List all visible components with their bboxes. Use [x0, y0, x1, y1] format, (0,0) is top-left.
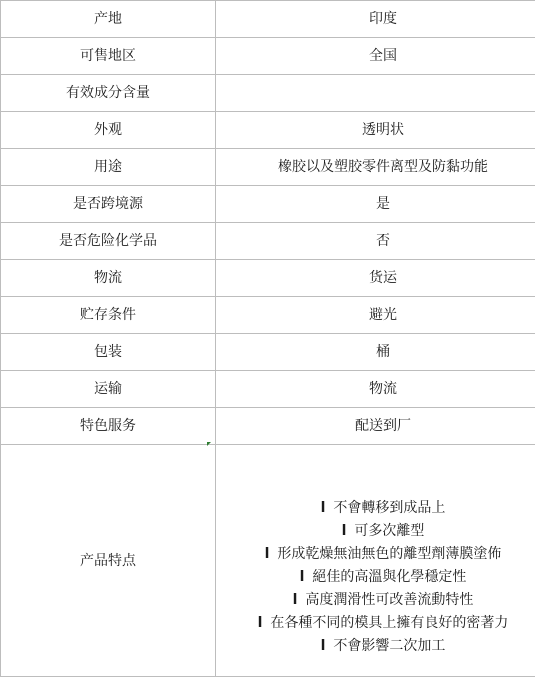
row-label-active-content: 有效成分含量: [1, 75, 216, 112]
row-value-appearance: 透明状: [216, 112, 535, 149]
row-label-logistics: 物流: [1, 260, 216, 297]
feature-text: 不會轉移到成品上: [333, 500, 446, 516]
row-label-sales-region: 可售地区: [1, 38, 216, 75]
row-value-active-content: [216, 75, 535, 112]
table-row-features: [1, 445, 535, 677]
row-value-origin: 印度: [216, 1, 535, 38]
row-value-usage: 橡胶以及塑胶零件离型及防黏功能: [216, 149, 535, 186]
feature-item: [220, 497, 535, 520]
bullet-icon: l: [299, 569, 305, 585]
table-row: [1, 297, 535, 334]
table-row: [1, 186, 535, 223]
row-value-transport: 物流: [216, 371, 535, 408]
feature-list: [220, 497, 535, 658]
row-value-storage: 避光: [216, 297, 535, 334]
cell-comment-marker-icon: [207, 442, 211, 446]
feature-item: [220, 612, 535, 635]
row-value-features: [216, 445, 535, 677]
row-value-logistics: 货运: [216, 260, 535, 297]
table-row: [1, 408, 535, 445]
feature-item: [220, 543, 535, 566]
bullet-icon: l: [320, 500, 326, 516]
row-value-packaging: 桶: [216, 334, 535, 371]
table-row: [1, 149, 535, 186]
feature-text: 形成乾燥無油無色的離型劑薄膜塗佈: [277, 546, 502, 562]
bullet-icon: l: [257, 615, 263, 631]
table-row: [1, 1, 535, 38]
bullet-icon: l: [341, 523, 347, 539]
row-label-cross-border: 是否跨境源: [1, 186, 216, 223]
row-label-storage: 贮存条件: [1, 297, 216, 334]
row-label-packaging: 包装: [1, 334, 216, 371]
feature-text: 高度潤滑性可改善流動特性: [305, 592, 474, 608]
row-label-appearance: 外观: [1, 112, 216, 149]
row-label-origin: 产地: [1, 1, 216, 38]
feature-text: 絕佳的高溫與化學穩定性: [312, 569, 467, 585]
feature-item: [220, 635, 535, 658]
feature-text: 不會影響二次加工: [333, 638, 446, 654]
table-row: [1, 75, 535, 112]
feature-text: 可多次離型: [354, 523, 425, 539]
feature-item: [220, 520, 535, 543]
feature-item: [220, 589, 535, 612]
row-label-usage: 用途: [1, 149, 216, 186]
bullet-icon: l: [264, 546, 270, 562]
table-row: [1, 223, 535, 260]
table-row: [1, 38, 535, 75]
row-value-sales-region: 全国: [216, 38, 535, 75]
table-row: [1, 112, 535, 149]
row-value-special-service: 配送到厂: [216, 408, 535, 445]
row-label-special-service: 特色服务: [1, 408, 216, 445]
row-value-hazardous: 否: [216, 223, 535, 260]
bullet-icon: l: [292, 592, 298, 608]
feature-item: [220, 566, 535, 589]
table-row: [1, 371, 535, 408]
table-row: [1, 334, 535, 371]
bullet-icon: l: [320, 638, 326, 654]
row-label-transport: 运输: [1, 371, 216, 408]
table-row: [1, 260, 535, 297]
feature-text: 在各種不同的模具上擁有良好的密著力: [270, 615, 509, 631]
row-label-hazardous: 是否危险化学品: [1, 223, 216, 260]
row-value-cross-border: 是: [216, 186, 535, 223]
row-label-features: 产品特点: [1, 445, 216, 677]
